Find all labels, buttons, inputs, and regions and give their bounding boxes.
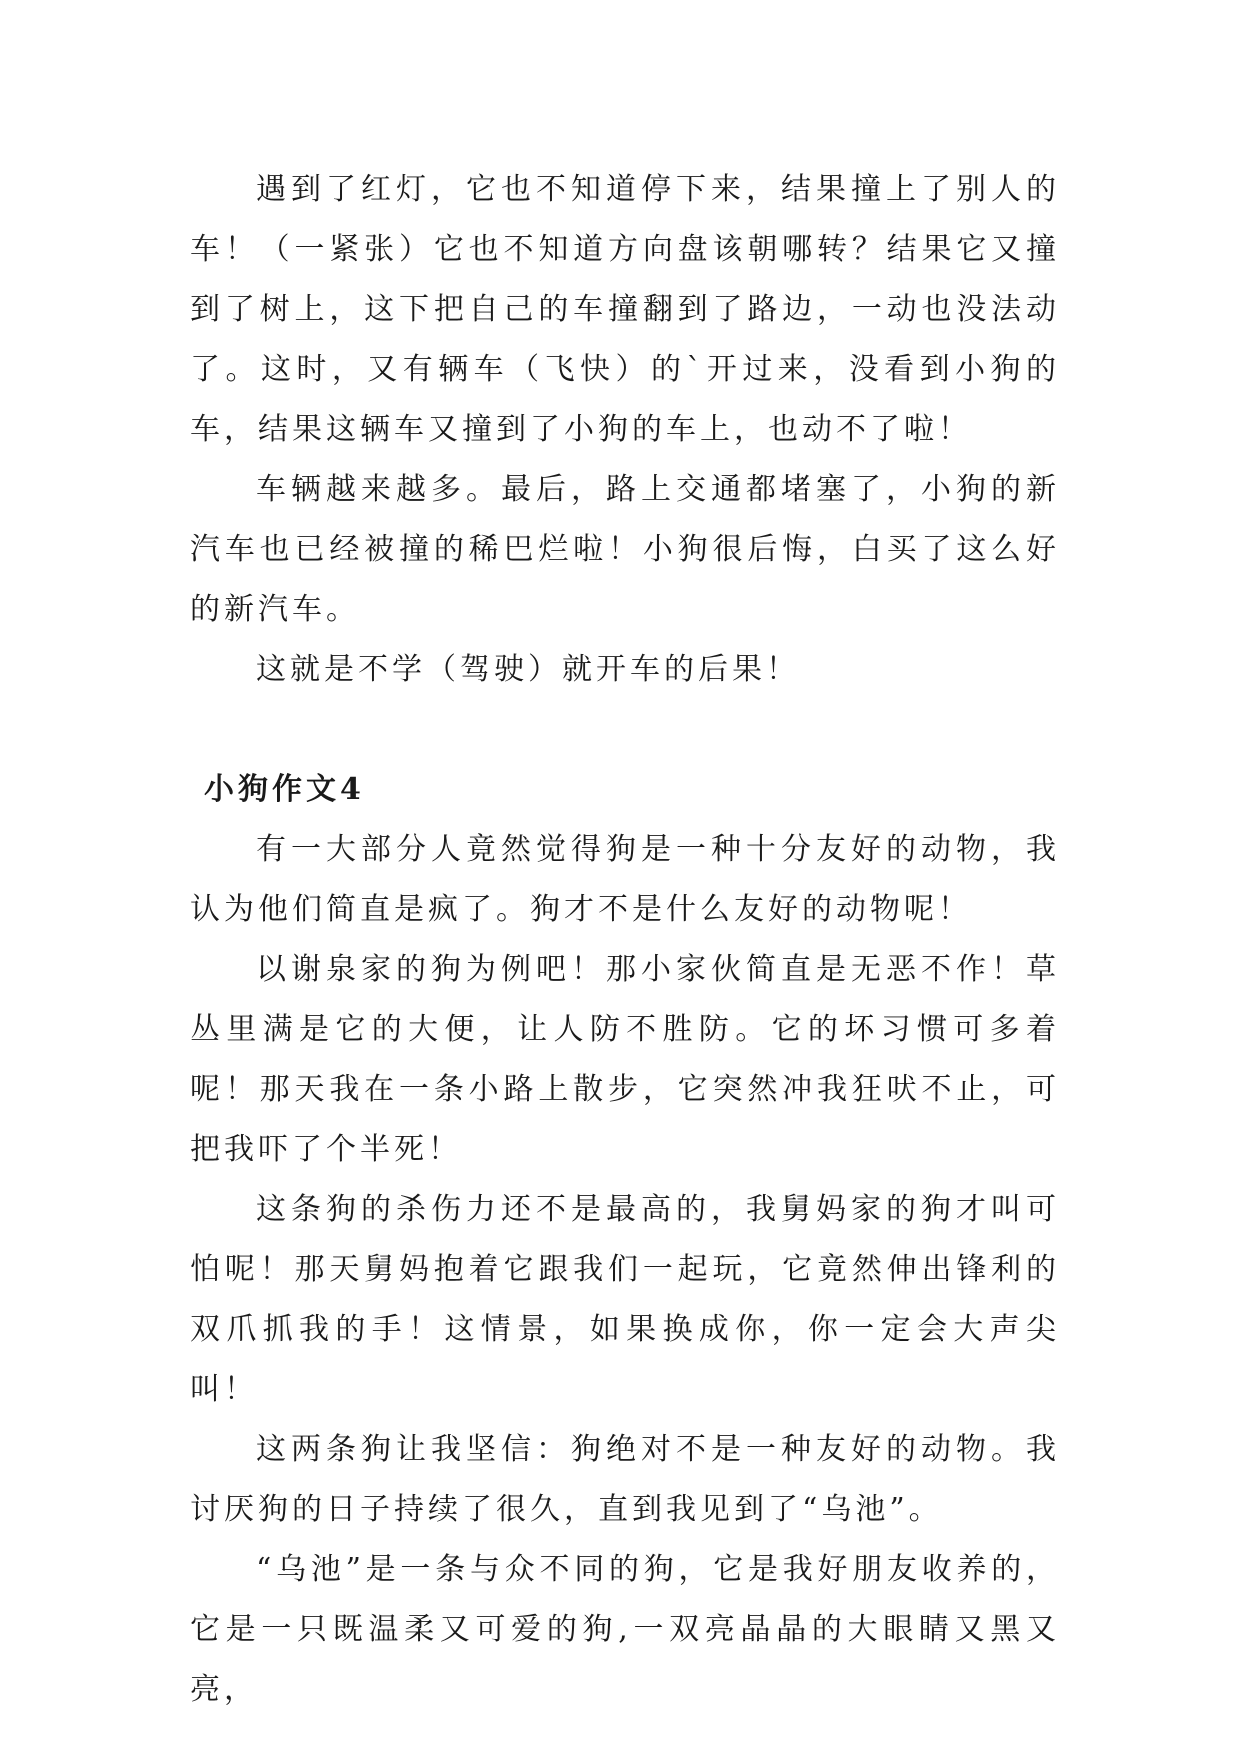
paragraph: 这条狗的杀伤力还不是最高的，我舅妈家的狗才叫可怕呢！那天舅妈抱着它跟我们一起玩，它竟然伸出锋利的双爪抓我的手！这情景，如果换成你，你一定会大声尖叫！ bbox=[190, 1192, 1060, 1407]
paragraph: 车辆越来越多。最后，路上交通都堵塞了，小狗的新汽车也已经被撞的稀巴烂啦！小狗很后悔，白买了这么好的新汽车。 bbox=[190, 472, 1060, 627]
paragraph: 以谢泉家的狗为例吧！那小家伙简直是无恶不作！草丛里满是它的大便，让人防不胜防。它的坏习惯可多着呢！那天我在一条小路上散步，它突然冲我狂吠不止，可把我吓了个半死！ bbox=[190, 952, 1060, 1167]
section-spacer bbox=[190, 700, 1060, 760]
paragraph: 这就是不学（驾驶）就开车的后果！ bbox=[256, 652, 800, 687]
paragraph: 有一大部分人竟然觉得狗是一种十分友好的动物，我认为他们简直是疯了。狗才不是什么友好的动物呢！ bbox=[190, 832, 1060, 927]
section-title: 小狗作文4 bbox=[204, 772, 365, 807]
paragraph: 遇到了红灯，它也不知道停下来，结果撞上了别人的车！（一紧张）它也不知道方向盘该朝哪转？结果它又撞到了树上，这下把自己的车撞翻到了路边，一动也没法动了。这时，又有辆车（飞快）的`开过来，没看到小狗的车，结果这辆车又撞到了小狗的车上，也动不了啦！ bbox=[190, 172, 1060, 447]
paragraph: “乌池”是一条与众不同的狗，它是我好朋友收养的，它是一只既温柔又可爱的狗,一双亮晶晶的大眼睛又黑又亮， bbox=[190, 1552, 1060, 1707]
document-body bbox=[190, 160, 1060, 1720]
paragraph: 这两条狗让我坚信：狗绝对不是一种友好的动物。我讨厌狗的日子持续了很久，直到我见到了“乌池”。 bbox=[190, 1432, 1060, 1527]
